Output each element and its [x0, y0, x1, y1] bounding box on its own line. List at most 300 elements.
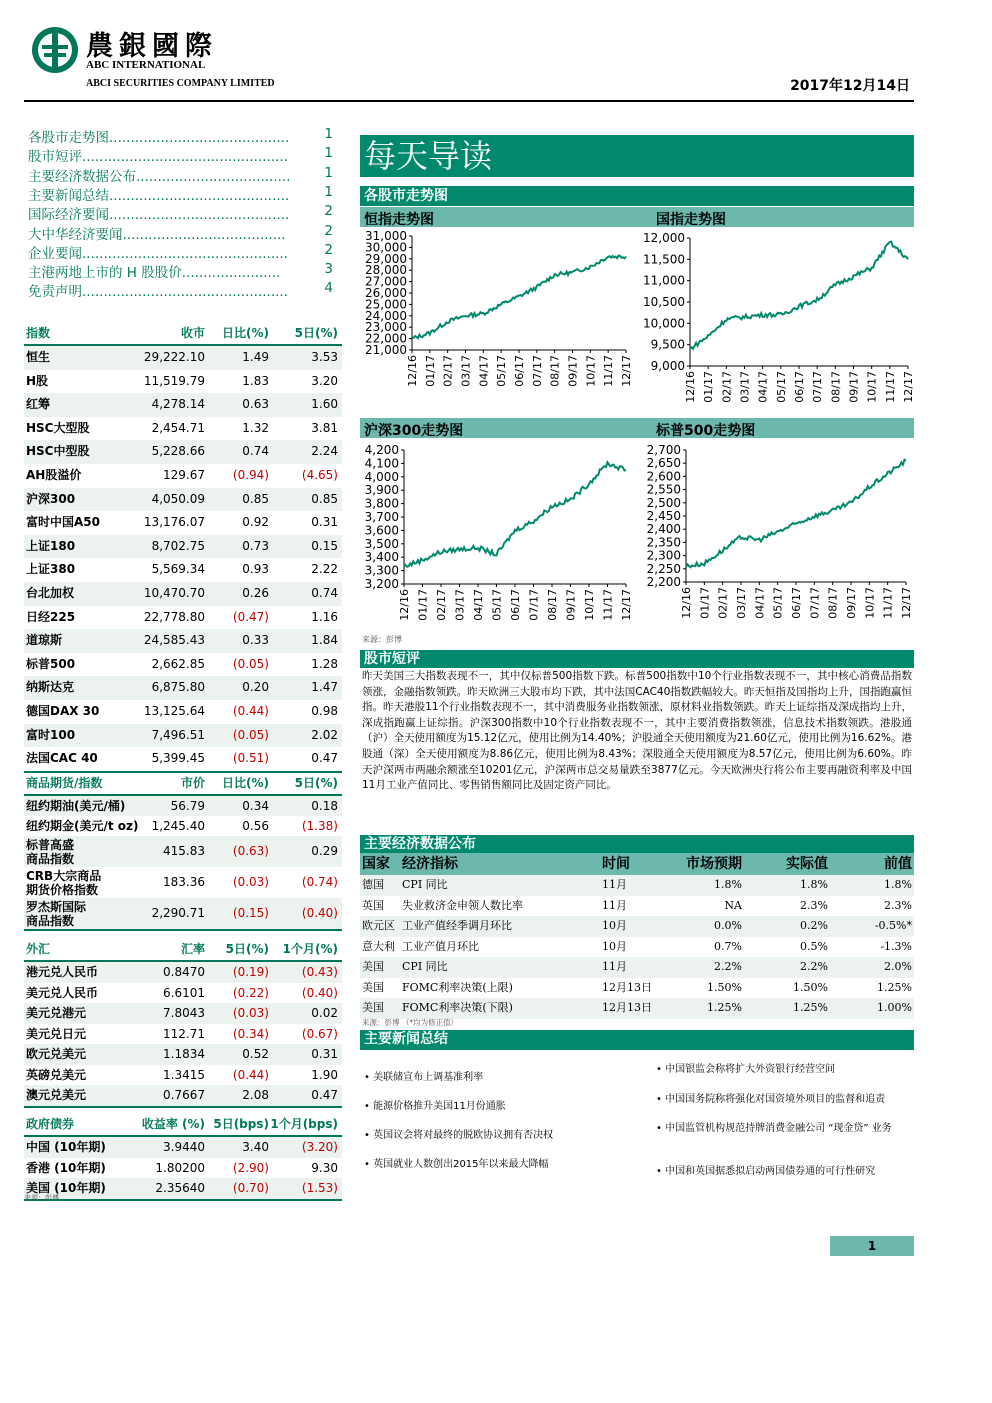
- table-header-cell: 5日(%): [294, 776, 338, 790]
- row-change-1: 0.92: [242, 515, 269, 530]
- econ-cell: 2.3%: [800, 898, 828, 912]
- toc-label: 各股市走势图: [28, 130, 109, 146]
- table-row: [24, 1085, 342, 1106]
- row-value: 129.67: [163, 467, 205, 482]
- table-header-cell: 商品期货/指数: [26, 776, 103, 790]
- chart-title-spx: 标普500走势图: [656, 423, 756, 439]
- row-name: 恒生: [26, 350, 51, 364]
- table-header-cell: 收益率 (%): [141, 1117, 205, 1131]
- y-tick-label: 4,200: [364, 443, 399, 457]
- econ-row: [360, 896, 914, 917]
- charts-source: 来源：彭博: [362, 635, 402, 644]
- x-tick-label: 10/17: [865, 371, 879, 403]
- y-tick-label: 2,700: [646, 443, 681, 457]
- econ-cell: CPI 同比: [402, 878, 448, 891]
- y-tick-label: 31,000: [365, 229, 407, 243]
- row-name: HSC中型股: [26, 444, 90, 459]
- news-text: 中国和英国据悉拟启动两国债券通的可行性研究: [665, 1166, 876, 1177]
- econ-cell: -1.3%: [880, 939, 912, 953]
- toc-item[interactable]: [28, 145, 333, 165]
- econ-row: [360, 875, 914, 896]
- table-header-cell: 1个月(%): [282, 942, 338, 956]
- row-value: 6,875.80: [151, 680, 205, 695]
- y-tick-label: 3,300: [364, 563, 399, 578]
- table-row: [24, 898, 342, 929]
- x-tick-label: 07/17: [527, 589, 541, 621]
- commodity-table: [24, 772, 342, 931]
- y-tick-label: 2,600: [646, 469, 681, 484]
- row-name: 欧元兑美元: [26, 1047, 87, 1061]
- econ-cell: 英国: [362, 898, 384, 912]
- table-row: [24, 836, 342, 867]
- table-row: [24, 700, 342, 724]
- row-change-2: 0.02: [311, 1006, 338, 1020]
- table-header-cell: 1个月(bps): [270, 1117, 338, 1131]
- x-tick-label: 12/16: [398, 589, 411, 621]
- row-change-1: (0.15): [232, 906, 269, 920]
- econ-header-cell: 国家: [362, 856, 390, 872]
- row-name: H股: [26, 373, 49, 388]
- series-line: [412, 256, 626, 339]
- econ-cell: 2.2%: [800, 960, 828, 973]
- toc-item[interactable]: [28, 223, 333, 243]
- table-row: [24, 1003, 342, 1024]
- toc-page: 1: [324, 145, 333, 162]
- econ-cell: 失业救济金申领人数比率: [402, 898, 523, 912]
- table-header-cell: 汇率: [180, 942, 205, 956]
- toc-dots: ................................................: [82, 149, 288, 166]
- row-change-1: (0.51): [232, 751, 269, 766]
- row-change-1: 0.85: [242, 491, 269, 506]
- news-item: [364, 1129, 634, 1143]
- row-value: 3.9440: [163, 1140, 205, 1154]
- y-tick-label: 22,000: [365, 331, 407, 346]
- news-text: 英国议会将对最终的脱欧协议拥有否决权: [373, 1130, 554, 1141]
- toc-item[interactable]: [28, 280, 333, 300]
- table-header-cell: 5日(%): [225, 942, 269, 956]
- row-change-2: (0.40): [301, 906, 338, 920]
- row-value: 2,454.71: [151, 420, 205, 435]
- bullet-icon: •: [364, 1159, 374, 1170]
- x-tick-label: 02/17: [720, 371, 734, 403]
- x-tick-label: 06/17: [793, 371, 806, 403]
- x-tick-label: 12/16: [406, 355, 419, 387]
- row-value: 2,290.71: [151, 906, 205, 920]
- row-change-1: (0.05): [232, 727, 269, 742]
- fx-table: [24, 938, 342, 1108]
- y-tick-label: 2,650: [646, 456, 681, 471]
- table-header-cell: 5日(%): [294, 326, 338, 340]
- page-title: 每天导读: [360, 135, 914, 177]
- row-value: 4,278.14: [151, 397, 205, 412]
- row-name: 法国CAC 40: [26, 751, 98, 766]
- series-line: [690, 242, 908, 349]
- econ-cell: 2.2%: [714, 960, 742, 973]
- row-value: 2,662.85: [151, 656, 205, 671]
- row-change-1: 0.56: [242, 819, 269, 833]
- x-tick-label: 04/17: [756, 371, 770, 403]
- x-tick-label: 06/17: [790, 587, 803, 619]
- row-change-2: 1.47: [311, 680, 338, 695]
- x-tick-label: 03/17: [459, 355, 473, 387]
- row-change-2: 2.02: [311, 727, 338, 742]
- toc-item[interactable]: [28, 126, 333, 146]
- y-tick-label: 3,900: [364, 483, 399, 498]
- chart-title-csi300: 沪深300走势图: [364, 423, 464, 439]
- row-name: 美元兑日元: [26, 1026, 87, 1041]
- x-tick-label: 12/17: [620, 589, 633, 621]
- econ-cell: 1.8%: [884, 878, 912, 891]
- row-name: HSC大型股: [26, 420, 90, 435]
- row-change-1: (0.19): [232, 965, 269, 979]
- x-tick-label: 12/17: [900, 587, 913, 619]
- table-header-cell: 5日(bps): [213, 1117, 269, 1131]
- econ-cell: 工业产值经季调月环比: [402, 919, 512, 932]
- row-change-1: (0.63): [232, 844, 269, 858]
- econ-cell: 11月: [602, 960, 627, 973]
- row-change-2: 0.85: [311, 491, 338, 506]
- table-row: [24, 440, 342, 464]
- row-change-2: 1.90: [311, 1067, 338, 1082]
- toc-dots: ..........................................: [109, 187, 290, 204]
- table-row: [24, 582, 342, 606]
- econ-row: [360, 998, 914, 1019]
- news-item: [656, 1165, 910, 1179]
- econ-table: [360, 853, 914, 1019]
- row-name: 英磅兑美元: [26, 1067, 87, 1082]
- x-tick-label: 09/17: [847, 371, 861, 403]
- table-header: [24, 1113, 342, 1137]
- x-tick-label: 05/17: [771, 587, 785, 619]
- table-row: [24, 417, 342, 441]
- toc-page: 1: [324, 126, 333, 142]
- econ-cell: 1.8%: [714, 878, 742, 891]
- row-value: 13,125.64: [143, 703, 205, 718]
- row-change-1: 0.93: [242, 562, 269, 577]
- y-tick-label: 2,300: [646, 548, 681, 563]
- x-tick-label: 05/17: [490, 589, 504, 621]
- row-change-2: (0.74): [301, 875, 338, 889]
- row-value: 183.36: [163, 875, 205, 889]
- row-name: CRB大宗商品 期货价格指数: [26, 868, 102, 897]
- x-tick-label: 01/17: [423, 355, 437, 387]
- econ-cell: CPI 同比: [402, 960, 448, 973]
- toc-page: 2: [324, 241, 333, 258]
- toc-page: 4: [324, 280, 333, 297]
- econ-cell: 11月: [602, 898, 627, 912]
- toc-page: 1: [324, 183, 333, 200]
- econ-header-cell: 前值: [884, 856, 912, 872]
- logo-english-line1: ABC INTERNATIONAL: [86, 59, 206, 71]
- row-change-1: 1.32: [242, 420, 269, 435]
- csi300-chart: [360, 440, 636, 630]
- table-bottom-rule: [24, 1106, 342, 1108]
- row-name: 港元兑人民币: [26, 965, 99, 979]
- row-value: 415.83: [163, 844, 205, 858]
- econ-cell: 10月: [602, 939, 627, 953]
- news-divider: [360, 1048, 914, 1050]
- y-tick-label: 10,000: [643, 316, 685, 331]
- row-change-1: 0.20: [242, 680, 269, 695]
- econ-cell: 0.0%: [714, 919, 742, 932]
- x-tick-label: 07/17: [530, 355, 544, 387]
- toc-item[interactable]: [28, 203, 333, 223]
- news-text: 美联储宣布上调基准利率: [373, 1072, 484, 1083]
- row-change-2: 3.81: [311, 420, 338, 435]
- y-tick-label: 4,000: [364, 469, 399, 484]
- row-name: 富时100: [26, 727, 76, 742]
- y-tick-label: 25,000: [365, 297, 407, 312]
- table-row: [24, 511, 342, 535]
- row-value: 1.1834: [163, 1047, 205, 1061]
- x-tick-label: 01/17: [698, 587, 712, 619]
- table-header: [24, 322, 342, 346]
- toc-label: 企业要闻: [28, 245, 82, 262]
- toc-dots: ....................................: [136, 168, 291, 185]
- toc-label: 大中华经济要闻: [28, 226, 123, 243]
- row-name: 上证380: [26, 562, 76, 577]
- x-tick-label: 10/17: [583, 589, 596, 621]
- y-tick-label: 23,000: [365, 320, 407, 335]
- y-tick-label: 30,000: [365, 240, 407, 255]
- x-tick-label: 05/17: [495, 355, 509, 387]
- row-change-1: (0.34): [232, 1026, 269, 1041]
- hsi-chart: [360, 228, 636, 414]
- table-row: [24, 962, 342, 983]
- econ-cell: 欧元区: [362, 919, 395, 932]
- row-change-1: (0.03): [232, 875, 269, 889]
- toc-item[interactable]: [28, 165, 333, 185]
- row-change-2: 0.18: [311, 799, 338, 813]
- row-change-1: (0.44): [232, 703, 269, 718]
- toc-page: 3: [324, 261, 333, 278]
- news-text: 中国国务院称将强化对国资境外项目的监督和追责: [665, 1094, 886, 1105]
- table-row: [24, 535, 342, 559]
- table-header-cell: 收市: [180, 326, 205, 340]
- x-tick-label: 03/17: [738, 371, 752, 403]
- charts-section-header: 各股市走势图: [360, 186, 914, 206]
- row-value: 5,569.34: [151, 562, 205, 577]
- x-tick-label: 11/17: [601, 589, 615, 621]
- table-row: [24, 1024, 342, 1045]
- table-header-cell: 市价: [180, 776, 205, 790]
- x-tick-label: 11/17: [602, 355, 616, 387]
- econ-cell: 12月13日: [602, 980, 652, 994]
- econ-cell: 11月: [602, 878, 627, 891]
- news-text: 中国银监会称将扩大外资银行经营空间: [665, 1064, 836, 1075]
- row-change-1: 1.83: [242, 373, 269, 388]
- bond-table: [24, 1113, 342, 1201]
- row-change-2: 0.29: [311, 844, 338, 858]
- econ-cell: 德国: [362, 878, 384, 891]
- index-table: [24, 322, 342, 773]
- row-change-2: 0.31: [311, 1047, 338, 1061]
- table-row: [24, 370, 342, 394]
- x-tick-label: 09/17: [566, 355, 580, 387]
- econ-cell: 12月13日: [602, 1001, 652, 1014]
- news-item: [364, 1158, 634, 1172]
- y-tick-label: 2,200: [646, 575, 681, 589]
- econ-cell: 工业产值月环比: [402, 939, 479, 953]
- row-value: 7,496.51: [151, 727, 205, 742]
- y-tick-label: 12,000: [643, 231, 685, 245]
- report-date: 2017年12月14日: [790, 78, 910, 94]
- row-change-2: 9.30: [311, 1160, 338, 1175]
- row-change-1: 0.52: [242, 1047, 269, 1061]
- table-row: [24, 558, 342, 582]
- econ-source: 来源：彭博 （*均为修正值）: [362, 1018, 459, 1027]
- toc-item[interactable]: [28, 242, 333, 262]
- toc-dots: ................................................: [82, 284, 288, 301]
- bullet-icon: •: [656, 1064, 666, 1075]
- row-value: 10,470.70: [143, 585, 205, 600]
- news-header: 主要新闻总结: [360, 1030, 914, 1048]
- row-change-2: 0.47: [311, 1088, 338, 1102]
- row-change-2: 3.53: [311, 350, 338, 364]
- row-name: 美元兑人民币: [26, 985, 99, 1000]
- y-tick-label: 10,500: [643, 295, 685, 309]
- toc-dots: ................................................: [82, 245, 288, 262]
- y-tick-label: 28,000: [365, 263, 407, 278]
- econ-cell: 1.00%: [877, 1001, 912, 1014]
- row-value: 56.79: [170, 799, 205, 813]
- row-change-2: 1.16: [311, 609, 338, 624]
- row-name: 日经225: [26, 609, 76, 624]
- toc-item[interactable]: [28, 184, 333, 204]
- row-change-2: (1.38): [301, 819, 338, 833]
- spx-chart: [640, 440, 916, 630]
- toc-dots: .......................: [181, 265, 281, 282]
- x-tick-label: 07/17: [811, 371, 825, 403]
- econ-header-cell: 时间: [602, 856, 630, 872]
- row-value: 0.7667: [163, 1088, 205, 1102]
- y-tick-label: 3,700: [364, 510, 399, 524]
- toc-item[interactable]: [28, 261, 333, 281]
- table-row: [24, 1178, 342, 1199]
- commentary-header: 股市短评: [360, 650, 914, 668]
- news-text: 能源价格推升美国11月份通胀: [373, 1101, 506, 1112]
- table-row: [24, 676, 342, 700]
- row-name: AH股溢价: [26, 467, 82, 482]
- row-change-2: (0.43): [301, 965, 338, 979]
- y-tick-label: 9,500: [650, 337, 685, 352]
- x-tick-label: 03/17: [735, 587, 748, 619]
- econ-cell: 1.25%: [877, 980, 912, 994]
- row-name: 罗杰斯国际 商品指数: [26, 899, 87, 928]
- x-tick-label: 02/17: [441, 355, 455, 387]
- logo-chinese-name: 農銀國際: [86, 31, 218, 62]
- table-row: [24, 867, 342, 898]
- table-row: [24, 983, 342, 1004]
- row-change-1: 1.49: [242, 350, 269, 364]
- x-tick-label: 07/17: [808, 587, 822, 619]
- row-change-2: (0.40): [301, 985, 338, 1000]
- y-tick-label: 26,000: [365, 286, 407, 300]
- row-change-1: 0.34: [242, 799, 269, 813]
- econ-header: 主要经济数据公布: [360, 835, 914, 853]
- page-number: 1: [830, 1236, 914, 1256]
- econ-cell: 1.25%: [793, 1001, 828, 1014]
- row-change-1: (0.05): [232, 656, 269, 671]
- row-change-2: 0.74: [311, 585, 338, 600]
- x-tick-label: 02/17: [716, 587, 730, 619]
- row-value: 1.80200: [155, 1160, 205, 1175]
- table-row: [24, 796, 342, 816]
- x-tick-label: 08/17: [546, 589, 559, 621]
- table-row: [24, 1158, 342, 1179]
- econ-cell: 1.50%: [793, 980, 828, 994]
- row-name: 红筹: [26, 397, 51, 412]
- row-change-1: (0.70): [232, 1181, 269, 1195]
- bullet-icon: •: [656, 1123, 666, 1134]
- x-tick-label: 10/17: [584, 355, 598, 387]
- econ-cell: 美国: [362, 960, 384, 973]
- y-tick-label: 3,600: [364, 523, 399, 538]
- y-tick-label: 2,400: [646, 522, 681, 537]
- y-tick-label: 3,500: [364, 536, 399, 551]
- row-value: 29,222.10: [143, 350, 205, 364]
- x-tick-label: 01/17: [702, 371, 716, 403]
- x-tick-label: 06/17: [513, 355, 526, 387]
- y-tick-label: 11,500: [643, 252, 685, 267]
- row-change-1: (0.44): [232, 1067, 269, 1082]
- toc-dots: ..........................................: [109, 130, 290, 146]
- bullet-icon: •: [364, 1072, 374, 1083]
- row-change-1: 3.40: [242, 1140, 269, 1154]
- econ-cell: 2.3%: [884, 898, 912, 912]
- row-name: 台北加权: [26, 585, 75, 600]
- news-item: [656, 1093, 910, 1107]
- y-tick-label: 2,350: [646, 535, 681, 550]
- row-change-1: (0.03): [232, 1006, 269, 1020]
- table-header-cell: 外汇: [26, 942, 51, 956]
- x-tick-label: 09/17: [845, 587, 858, 619]
- toc-page: 2: [324, 203, 333, 220]
- row-change-2: 0.98: [311, 703, 338, 718]
- row-change-2: 0.15: [311, 538, 338, 553]
- row-change-1: 0.63: [242, 397, 269, 412]
- row-value: 6.6101: [163, 985, 205, 1000]
- row-change-2: 2.24: [311, 444, 338, 459]
- econ-cell: 0.7%: [714, 939, 742, 953]
- y-tick-label: 29,000: [365, 251, 407, 266]
- toc-dots: ..........................................: [109, 207, 290, 224]
- table-row: [24, 1065, 342, 1086]
- row-value: 2.35640: [155, 1181, 205, 1195]
- row-name: 沪深300: [26, 491, 76, 506]
- y-tick-label: 2,450: [646, 509, 681, 523]
- y-tick-label: 3,800: [364, 496, 399, 511]
- bullet-icon: •: [364, 1101, 374, 1112]
- row-value: 22,778.80: [143, 609, 205, 624]
- econ-cell: 10月: [602, 919, 627, 932]
- econ-cell: 意大利: [362, 939, 395, 953]
- x-tick-label: 04/17: [753, 587, 767, 619]
- econ-cell: 0.2%: [800, 919, 828, 932]
- row-change-1: (0.94): [232, 467, 269, 482]
- row-change-1: 0.73: [242, 538, 269, 553]
- x-tick-label: 12/17: [620, 355, 633, 387]
- series-line: [686, 460, 906, 568]
- table-header: [24, 938, 342, 962]
- row-change-1: 0.26: [242, 585, 269, 600]
- news-text: 中国监管机构规范持牌消费金融公司 “现金贷” 业务: [665, 1123, 892, 1134]
- table-header-cell: 日比(%): [222, 326, 269, 340]
- econ-cell: 1.50%: [707, 980, 742, 994]
- table-row: [24, 393, 342, 417]
- x-tick-label: 04/17: [477, 355, 491, 387]
- y-tick-label: 11,000: [643, 273, 685, 288]
